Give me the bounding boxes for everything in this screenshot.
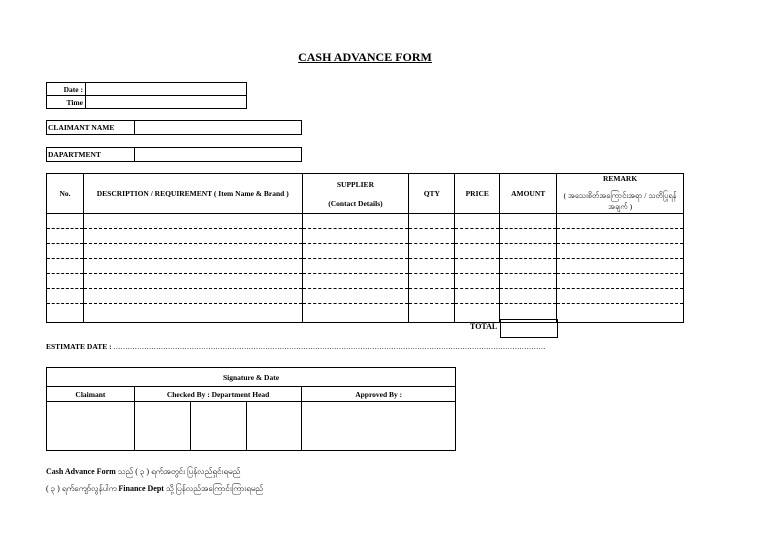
header-supplier-sub: (Contact Details) <box>328 198 383 208</box>
claimant-name-field[interactable] <box>135 121 302 135</box>
header-supplier <box>302 174 409 214</box>
cell[interactable] <box>409 304 455 323</box>
checked-by-signature-box-1[interactable] <box>134 402 190 451</box>
cell[interactable] <box>455 304 500 323</box>
header-remark-label: REMARK <box>602 174 638 183</box>
cell[interactable] <box>47 289 84 304</box>
department-field[interactable] <box>135 148 302 162</box>
header-qty: QTY <box>409 174 455 214</box>
cell[interactable] <box>83 289 302 304</box>
cell[interactable] <box>557 214 684 229</box>
header-description: DESCRIPTION / REQUIREMENT ( Item Name & Brand ) <box>83 174 302 214</box>
department-row <box>46 147 302 162</box>
checked-by-column-label: Checked By : Department Head <box>134 387 302 402</box>
header-remark-sub: ( အသေးစိတ်အကြောင်းအရာ / သတိပြုရန်အချက် ) <box>563 191 677 211</box>
cell[interactable] <box>302 259 409 274</box>
cell[interactable] <box>557 259 684 274</box>
cell[interactable] <box>409 289 455 304</box>
cell[interactable] <box>409 244 455 259</box>
cell[interactable] <box>302 289 409 304</box>
estimate-date-label: ESTIMATE DATE : <box>46 342 112 351</box>
cell[interactable] <box>47 304 84 323</box>
cell[interactable] <box>455 229 500 244</box>
note-line-1-text: သည် ( ၃ ) ရက်အတွင်း ပြန်လည်ရှင်းရမည် <box>115 467 241 476</box>
cell[interactable] <box>557 274 684 289</box>
cell[interactable] <box>455 289 500 304</box>
cell[interactable] <box>47 244 84 259</box>
cell[interactable] <box>83 214 302 229</box>
items-header-row <box>47 174 684 214</box>
claimant-signature-box[interactable] <box>47 402 135 451</box>
cell[interactable] <box>302 304 409 323</box>
header-amount: AMOUNT <box>500 174 557 214</box>
cell[interactable] <box>83 274 302 289</box>
header-remark <box>557 174 684 214</box>
header-supplier-label: SUPPLIER <box>336 179 374 189</box>
total-field[interactable] <box>500 319 558 338</box>
claimant-column-label: Claimant <box>47 387 135 402</box>
cell[interactable] <box>557 229 684 244</box>
date-time-table <box>46 82 247 109</box>
cell[interactable] <box>557 304 684 323</box>
cell[interactable] <box>302 274 409 289</box>
claimant-name-label: CLAIMANT NAME <box>47 121 135 135</box>
cell[interactable] <box>409 229 455 244</box>
cell[interactable] <box>500 214 557 229</box>
note-line-2 <box>46 483 263 495</box>
cell[interactable] <box>500 229 557 244</box>
signature-table <box>46 367 456 451</box>
cell[interactable] <box>500 289 557 304</box>
items-table <box>46 173 684 323</box>
note-line-1-bold: Cash Advance Form <box>46 467 116 476</box>
cell[interactable] <box>500 244 557 259</box>
table-row <box>47 259 684 274</box>
table-row <box>47 274 684 289</box>
table-row <box>47 244 684 259</box>
note-line-2-text: သို့ ပြန်လည်အကြောင်းကြားရမည် <box>163 484 264 493</box>
checked-by-signature-box-2[interactable] <box>190 402 246 451</box>
cell[interactable] <box>47 229 84 244</box>
cell[interactable] <box>302 214 409 229</box>
approved-by-signature-box[interactable] <box>302 402 456 451</box>
form-title: CASH ADVANCE FORM <box>298 50 432 64</box>
cell[interactable] <box>47 274 84 289</box>
table-row <box>47 289 684 304</box>
estimate-date <box>46 342 546 351</box>
cell[interactable] <box>500 274 557 289</box>
cell[interactable] <box>47 259 84 274</box>
header-price: PRICE <box>455 174 500 214</box>
checked-by-signature-box-3[interactable] <box>246 402 302 451</box>
signature-header: Signature & Date <box>47 368 456 387</box>
approved-by-column-label: Approved By : <box>302 387 456 402</box>
cell[interactable] <box>409 274 455 289</box>
time-field[interactable] <box>86 96 247 109</box>
cell[interactable] <box>83 229 302 244</box>
date-label: Date : <box>47 83 86 96</box>
cell[interactable] <box>557 289 684 304</box>
cell[interactable] <box>302 244 409 259</box>
cell[interactable] <box>302 229 409 244</box>
cell[interactable] <box>83 304 302 323</box>
cell[interactable] <box>500 259 557 274</box>
table-row <box>47 214 684 229</box>
note-line-2-bold: Finance Dept <box>118 484 164 493</box>
estimate-date-field[interactable]: ...................................................................................................................................................................................... <box>113 342 546 351</box>
cell[interactable] <box>47 214 84 229</box>
table-row <box>47 229 684 244</box>
cell[interactable] <box>455 274 500 289</box>
table-row <box>47 304 684 323</box>
time-label: Time <box>47 96 86 109</box>
note-line-1 <box>46 466 240 478</box>
claimant-name-row <box>46 120 302 135</box>
cell[interactable] <box>455 214 500 229</box>
note-line-2-start: ( ၃ ) ရက်ကျော်လွန်ပါက <box>46 484 119 493</box>
cell[interactable] <box>455 244 500 259</box>
cell[interactable] <box>83 244 302 259</box>
department-label: DAPARTMENT <box>47 148 135 162</box>
cell[interactable] <box>83 259 302 274</box>
date-field[interactable] <box>86 83 247 96</box>
cell[interactable] <box>409 214 455 229</box>
cell[interactable] <box>455 259 500 274</box>
total-label: TOTAL <box>470 322 498 331</box>
cell[interactable] <box>409 259 455 274</box>
cell[interactable] <box>557 244 684 259</box>
header-no: No. <box>47 174 84 214</box>
